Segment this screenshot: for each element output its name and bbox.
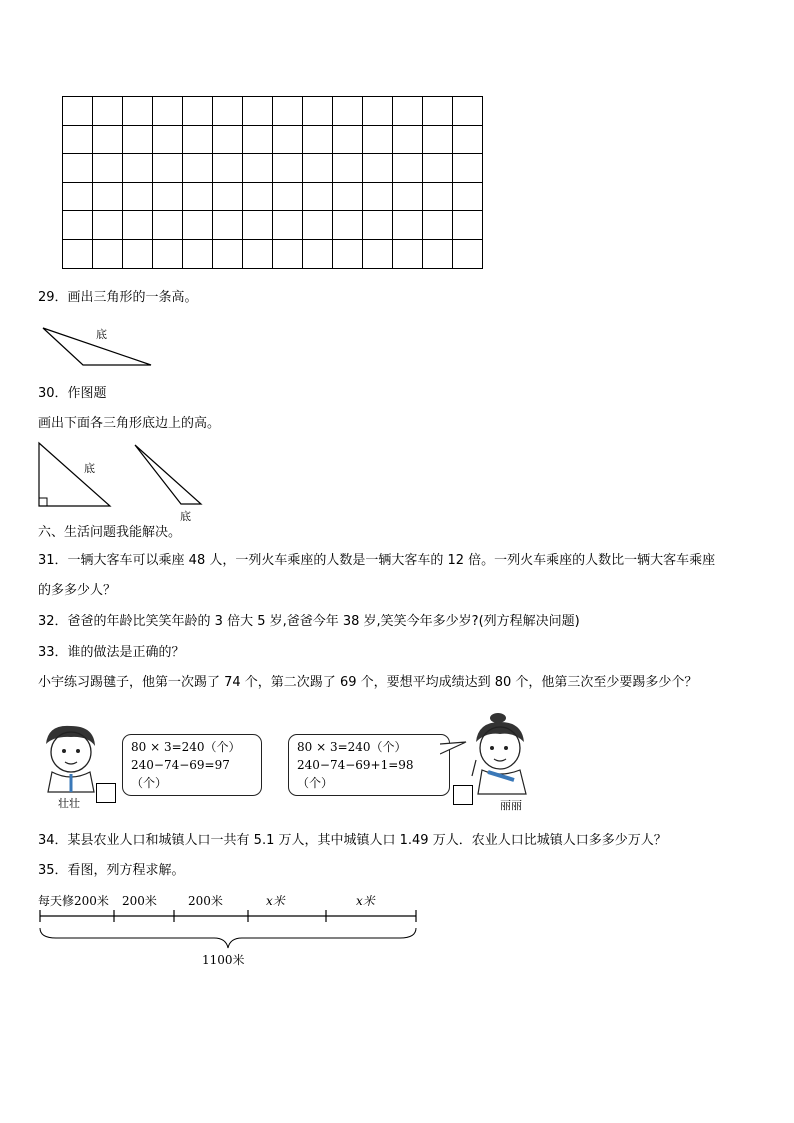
grid-cell[interactable] [393,211,423,240]
section-6-heading: 六、生活问题我能解决。 [38,525,182,540]
right-speech-bubble [288,734,450,796]
grid-cell[interactable] [63,211,93,240]
grid-cell[interactable] [153,183,183,212]
question-34: 34．某县农业人口和城镇人口一共有 5.1 万人，其中城镇人口 1.49 万人．农业人口比城镇人口多多少万人？ [38,833,667,848]
grid-cell[interactable] [333,211,363,240]
grid-cell[interactable] [93,211,123,240]
grid-cell[interactable] [243,126,273,155]
grid-cell[interactable] [123,97,153,126]
grid-cell[interactable] [213,183,243,212]
grid-cell[interactable] [273,211,303,240]
total-length-label: 1100米 [202,953,245,967]
grid-cell[interactable] [123,240,153,269]
grid-cell[interactable] [453,97,483,126]
drawing-grid [62,96,483,269]
grid-cell[interactable] [213,154,243,183]
grid-cell[interactable] [333,126,363,155]
grid-cell[interactable] [363,154,393,183]
segment-label-4: x米 [266,894,285,908]
q35-line-diagram [36,888,426,970]
question-32: 32．爸爸的年龄比笑笑年龄的 3 倍大 5 岁,爸爸今年 38 岁,笑笑今年多少岁?(列方程解决问题) [38,614,580,629]
grid-cell[interactable] [273,240,303,269]
grid-cell[interactable] [63,240,93,269]
grid-cell[interactable] [93,154,123,183]
grid-cell[interactable] [93,97,123,126]
left-speech-bubble [122,734,262,796]
grid-cell[interactable] [153,211,183,240]
grid-cell[interactable] [333,240,363,269]
q30-base-label-b: 底 [180,510,191,523]
grid-cell[interactable] [303,183,333,212]
grid-cell[interactable] [213,240,243,269]
grid-cell[interactable] [393,97,423,126]
girl-avatar [468,710,538,800]
grid-cell[interactable] [453,154,483,183]
grid-cell[interactable] [363,183,393,212]
grid-cell[interactable] [453,183,483,212]
grid-cell[interactable] [423,154,453,183]
grid-cell[interactable] [363,211,393,240]
grid-cell[interactable] [273,154,303,183]
grid-cell[interactable] [183,211,213,240]
grid-cell[interactable] [213,126,243,155]
segment-label-1: 每天修200米 [38,894,109,908]
grid-cell[interactable] [183,154,213,183]
grid-cell[interactable] [303,211,333,240]
grid-cell[interactable] [423,211,453,240]
grid-cell[interactable] [303,240,333,269]
q30-base-label-a: 底 [84,462,95,475]
grid-cell[interactable] [393,240,423,269]
grid-cell[interactable] [363,240,393,269]
grid-cell[interactable] [153,154,183,183]
left-bubble-line2: 240−74−69=97（个） [131,758,230,790]
question-31-line2: 的多多少人？ [38,583,117,598]
grid-cell[interactable] [183,97,213,126]
grid-cell[interactable] [93,183,123,212]
grid-cell[interactable] [453,126,483,155]
grid-cell[interactable] [183,126,213,155]
question-30-instruction: 画出下面各三角形底边上的高。 [38,416,221,431]
segment-label-2: 200米 [122,894,157,908]
grid-cell[interactable] [63,183,93,212]
grid-cell[interactable] [123,211,153,240]
grid-cell[interactable] [63,154,93,183]
grid-cell[interactable] [93,240,123,269]
grid-cell[interactable] [183,240,213,269]
grid-cell[interactable] [453,211,483,240]
grid-cell[interactable] [153,240,183,269]
grid-cell[interactable] [243,211,273,240]
grid-cell[interactable] [243,154,273,183]
right-answer-box[interactable] [453,785,473,805]
grid-cell[interactable] [333,183,363,212]
right-bubble-line1: 80 × 3=240（个） [297,740,407,754]
right-bubble-tail [440,740,468,760]
left-answer-box[interactable] [96,783,116,803]
question-33-problem: 小宇练习踢毽子，他第一次踢了 74 个，第二次踢了 69 个，要想平均成绩达到 80 个，他第三次至少要踢多少个？ [38,675,698,690]
q29-triangle[interactable] [38,320,158,370]
segment-label-3: 200米 [188,894,223,908]
q30-triangles[interactable] [36,440,216,525]
grid-cell[interactable] [213,97,243,126]
question-35-title: 35．看图，列方程求解。 [38,863,185,878]
grid-cell[interactable] [273,183,303,212]
grid-cell[interactable] [243,240,273,269]
grid-cell[interactable] [63,126,93,155]
segment-label-5: x米 [356,894,375,908]
left-bubble-line1: 80 × 3=240（个） [131,740,241,754]
question-30-title: 30．作图题 [38,386,107,401]
grid-cell[interactable] [243,97,273,126]
grid-cell[interactable] [333,154,363,183]
grid-cell[interactable] [363,126,393,155]
question-31-line1: 31．一辆大客车可以乘座 48 人，一列火车乘座的人数是一辆大客车的 12 倍。一列火车乘座的人数比一辆大客车乘座 [38,553,716,568]
girl-name: 丽丽 [500,799,522,812]
grid-cell[interactable] [273,97,303,126]
grid-cell[interactable] [393,183,423,212]
grid-cell[interactable] [393,154,423,183]
q29-base-label: 底 [96,328,107,341]
grid-cell[interactable] [243,183,273,212]
grid-cell[interactable] [63,97,93,126]
grid-cell[interactable] [213,211,243,240]
grid-cell[interactable] [333,97,363,126]
question-33-title: 33．谁的做法是正确的？ [38,645,185,660]
grid-cell[interactable] [93,126,123,155]
grid-cell[interactable] [303,126,333,155]
grid-cell[interactable] [183,183,213,212]
grid-cell[interactable] [303,97,333,126]
grid-cell[interactable] [423,126,453,155]
grid-cell[interactable] [303,154,333,183]
grid-cell[interactable] [453,240,483,269]
grid-cell[interactable] [423,183,453,212]
right-bubble-line2: 240−74−69+1=98（个） [297,758,414,790]
grid-cell[interactable] [123,126,153,155]
grid-cell[interactable] [393,126,423,155]
grid-cell[interactable] [123,183,153,212]
boy-name: 壮壮 [58,797,80,810]
grid-cell[interactable] [153,97,183,126]
grid-cell[interactable] [363,97,393,126]
grid-cell[interactable] [153,126,183,155]
grid-cell[interactable] [273,126,303,155]
question-29: 29．画出三角形的一条高。 [38,290,198,305]
grid-cell[interactable] [123,154,153,183]
grid-cell[interactable] [423,97,453,126]
grid-cell[interactable] [423,240,453,269]
